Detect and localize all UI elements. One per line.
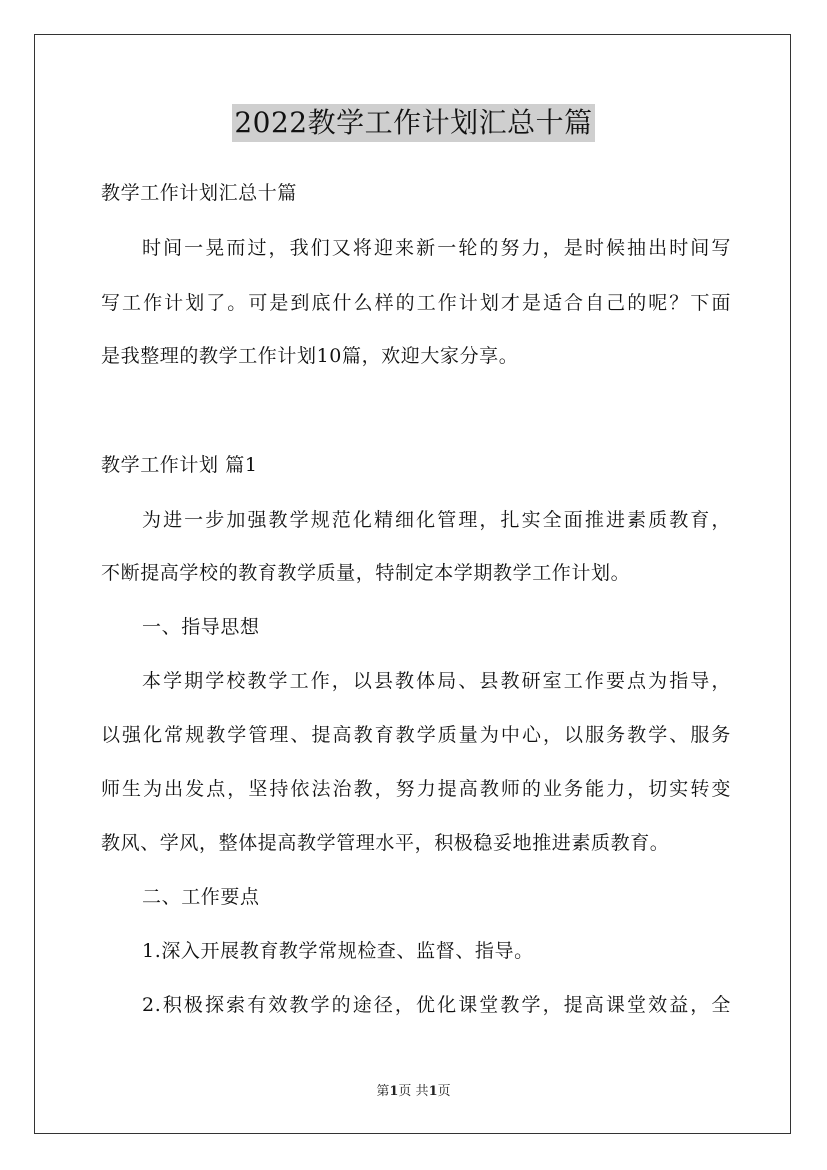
total-pages-number: 1	[428, 1084, 438, 1099]
document-subtitle: 教学工作计划汇总十篇	[101, 182, 298, 204]
document-title: 2022教学工作计划汇总十篇	[232, 104, 594, 142]
paragraph-line: 教风、学风，整体提高教学管理水平，积极稳妥地推进素质教育。	[101, 832, 670, 854]
intro-line: 写工作计划了。可是到底什么样的工作计划才是适合自己的呢？下面	[101, 292, 731, 314]
intro-line: 时间一晃而过，我们又将迎来新一轮的努力，是时候抽出时间写	[142, 237, 731, 259]
list-item: 1.深入开展教育教学常规检查、监督、指导。	[142, 940, 534, 962]
paragraph-line: 以强化常规教学管理、提高教育教学质量为中心，以服务教学、服务	[101, 724, 731, 746]
paragraph-line: 不断提高学校的教育教学质量，特制定本学期教学工作计划。	[101, 562, 631, 584]
footer-suffix: 页	[437, 1084, 451, 1099]
paragraph-line: 本学期学校教学工作，以县教体局、县教研室工作要点为指导，	[142, 670, 731, 692]
title-container	[0, 104, 827, 142]
page-footer	[0, 1083, 827, 1101]
current-page-number: 1	[389, 1084, 399, 1099]
paragraph-line: 师生为出发点，坚持依法治教，努力提高教师的业务能力，切实转变	[101, 778, 731, 800]
subheading-guiding-ideology: 一、指导思想	[142, 616, 260, 638]
list-item: 2.积极探索有效教学的途径，优化课堂教学，提高课堂效益，全	[142, 994, 731, 1016]
section-heading: 教学工作计划 篇1	[101, 454, 258, 476]
paragraph-line: 为进一步加强教学规范化精细化管理，扎实全面推进素质教育，	[142, 509, 731, 531]
subheading-work-points: 二、工作要点	[142, 886, 260, 908]
intro-line: 是我整理的教学工作计划10篇，欢迎大家分享。	[101, 345, 519, 367]
footer-mid: 页 共	[398, 1084, 429, 1099]
footer-prefix: 第	[376, 1084, 390, 1099]
